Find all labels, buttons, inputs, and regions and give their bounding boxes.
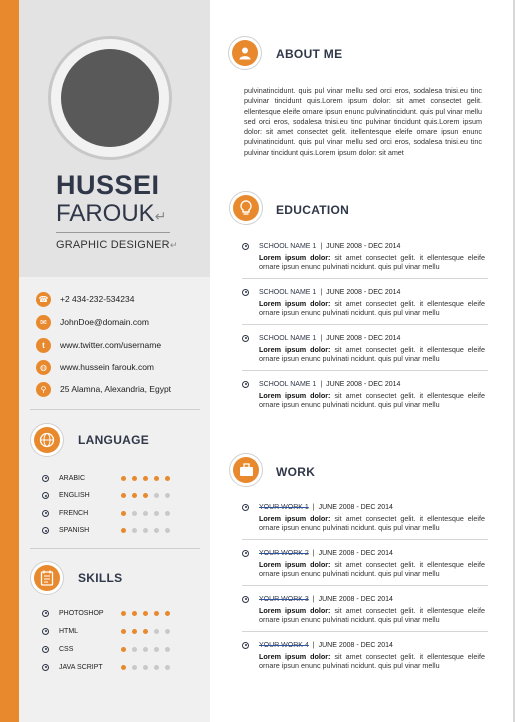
contact-phone: [36, 291, 134, 307]
work-heading: WORK: [276, 465, 316, 479]
language-section-icon: [30, 423, 64, 457]
education-entry-lead: Lorem ipsum dolor:: [259, 253, 331, 262]
level-dot: [165, 511, 170, 516]
contact-location-text: 25 Alamna, Alexandria, Egypt: [60, 384, 172, 394]
bullet-icon: [242, 289, 249, 296]
education-entry-description: [259, 253, 485, 271]
level-dot: [143, 611, 148, 616]
work-entry-dates: JUNE 2008 - DEC 2014: [318, 641, 393, 649]
work-entry-description: [259, 606, 485, 624]
level-dot: [121, 511, 126, 516]
entry-divider: [242, 539, 488, 540]
email-icon: ✉: [36, 315, 51, 330]
work-entry-lead: Lorem ipsum dolor:: [259, 606, 331, 615]
skills-row: [42, 661, 170, 673]
level-dot: [132, 611, 137, 616]
level-dot: [121, 528, 126, 533]
level-dot: [132, 629, 137, 634]
education-entry-title: SCHOOL NAME 1: [259, 380, 317, 388]
skills-heading: SKILLS: [78, 571, 123, 585]
education-entry-text: sit amet consectet gelit. it ellentesque eleife ornare ipsun enunc pulvinati ncidunt. quis pul vinar mellu: [259, 299, 485, 317]
separator: |: [312, 549, 315, 557]
skills-label: PHOTOSHOP: [59, 609, 104, 617]
separator: |: [312, 595, 315, 603]
education-heading: EDUCATION: [276, 203, 350, 217]
separator: |: [320, 380, 323, 388]
level-dot: [143, 528, 148, 533]
skills-level-dots: [121, 647, 170, 652]
work-entry-text: sit amet consectet gelit. it ellentesque eleife ornare ipsun enunc pulvinati ncidunt. quis pul vinar mellu: [259, 560, 485, 578]
work-entry-title: YOUR WORK 4: [259, 641, 309, 649]
level-dot: [165, 665, 170, 670]
skills-label: CSS: [59, 645, 74, 653]
work-entry-text: sit amet consectet gelit. it ellentesque eleife ornare ipsun enunc pulvinati ncidunt. quis pul vinar mellu: [259, 606, 485, 624]
last-name-line: FAROUK↵: [56, 200, 167, 227]
profile-photo: [61, 49, 159, 147]
bullet-icon: [242, 335, 249, 342]
level-dot: [165, 647, 170, 652]
work-entry-title: YOUR WORK 2: [259, 549, 309, 557]
level-dot: [165, 629, 170, 634]
about-heading-line: [276, 47, 342, 61]
last-name: FAROUK: [56, 200, 155, 227]
twitter-icon: t: [36, 338, 51, 353]
work-entry-title: YOUR WORK 1: [259, 503, 309, 511]
education-entry-lead: Lorem ipsum dolor:: [259, 299, 331, 308]
work-entry-dates: JUNE 2008 - DEC 2014: [318, 503, 393, 511]
education-entry-description: [259, 345, 485, 363]
job-title: GRAPHIC DESIGNER: [56, 239, 170, 251]
level-dot: [121, 665, 126, 670]
work-entry-title: YOUR WORK 3: [259, 595, 309, 603]
education-entry-dates: JUNE 2008 - DEC 2014: [326, 334, 401, 342]
education-entry-description: [259, 299, 485, 317]
level-dot: [132, 476, 137, 481]
level-dot: [132, 493, 137, 498]
bullet-icon: [42, 664, 49, 671]
separator: |: [312, 503, 315, 511]
education-entry-title: SCHOOL NAME 1: [259, 288, 317, 296]
skills-heading-line: [78, 571, 122, 585]
level-dot: [121, 476, 126, 481]
work-entry-head: [242, 639, 393, 651]
contact-website: [36, 359, 154, 375]
education-entry-head: [242, 286, 400, 298]
entry-divider: [242, 278, 488, 279]
education-entry-dates: JUNE 2008 - DEC 2014: [326, 242, 401, 250]
level-dot: [154, 647, 159, 652]
language-row: [42, 472, 170, 484]
language-level-dots: [121, 511, 170, 516]
bullet-icon: [242, 243, 249, 250]
education-entry-lead: Lorem ipsum dolor:: [259, 345, 331, 354]
lightbulb-icon: [233, 195, 259, 221]
job-title-line: GRAPHIC DESIGNER↵: [56, 239, 178, 251]
profile-photo-frame: [48, 36, 172, 160]
work-entry-dates: JUNE 2008 - DEC 2014: [318, 595, 393, 603]
level-dot: [143, 511, 148, 516]
language-row: [42, 507, 170, 519]
bullet-icon: [42, 492, 49, 499]
briefcase-icon: [233, 457, 259, 483]
phone-icon: ☎: [36, 292, 51, 307]
website-icon: ◍: [36, 360, 51, 375]
level-dot: [154, 611, 159, 616]
contact-email-text: JohnDoe@domain.com: [60, 317, 149, 327]
education-entry-dates: JUNE 2008 - DEC 2014: [326, 380, 401, 388]
about-section-icon: [228, 36, 262, 70]
name-divider: [56, 232, 170, 233]
skills-row: [42, 643, 170, 655]
bullet-icon: [242, 642, 249, 649]
language-level-dots: [121, 493, 170, 498]
contact-phone-text: +2 434-232-534234: [60, 294, 135, 304]
skills-section-icon: [30, 561, 64, 595]
skills-level-dots: [121, 665, 170, 670]
work-entry-description: [259, 652, 485, 670]
language-label: FRENCH: [59, 509, 89, 517]
entry-divider: [242, 370, 488, 371]
skills-label: JAVA SCRIPT: [59, 663, 103, 671]
skills-row: [42, 607, 170, 619]
level-dot: [132, 647, 137, 652]
level-dot: [121, 629, 126, 634]
level-dot: [121, 493, 126, 498]
work-entry-head: [242, 593, 393, 605]
bullet-icon: [42, 628, 49, 635]
bullet-icon: [42, 510, 49, 517]
skills-level-dots: [121, 629, 170, 634]
education-entry-head: [242, 378, 400, 390]
education-entry-description: [259, 391, 485, 409]
about-text: pulvinatincidunt. quis pul vinar mellu sed orci eros, sodalesa tnisi.eu tinc pulvinar tincidunt quis.Lorem ipsum dolor: sit amet consectet gelit. ellentesque eleife ornare ipsun enunc pulvinatincidunt. quis pul vinar mellu sed orci eros, sodalesa tnisi.eu tinc pulvinar tincidunt quis.Lorem ipsum dolor: sit amet consectet gelit. itellentesque eleife ornare ipsun enunc pulvinatincidunt. quis pul vinar mellu sed orci eros, sodalesa tnisi.eu tinc pulvinar tincidunt quis.Lorem ipsum dolor: sit amet: [244, 86, 482, 157]
education-entry-text: sit amet consectet gelit. it ellentesque eleife ornare ipsun enunc pulvinati ncidunt. quis pul vinar mellu: [259, 391, 485, 409]
level-dot: [132, 665, 137, 670]
contact-email: [36, 314, 149, 330]
work-entry-lead: Lorem ipsum dolor:: [259, 514, 331, 523]
level-dot: [154, 629, 159, 634]
person-icon: [232, 40, 258, 66]
education-section-icon: [229, 191, 263, 225]
level-dot: [154, 511, 159, 516]
education-entry-lead: Lorem ipsum dolor:: [259, 391, 331, 400]
work-heading-line: [276, 465, 315, 479]
level-dot: [143, 493, 148, 498]
contact-website-text: www.hussein farouk.com: [60, 362, 155, 372]
globe-icon: [34, 427, 60, 453]
notepad-icon: [34, 565, 60, 591]
education-entry-dates: JUNE 2008 - DEC 2014: [326, 288, 401, 296]
level-dot: [132, 528, 137, 533]
level-dot: [165, 611, 170, 616]
about-heading: ABOUT ME: [276, 47, 343, 61]
contact-twitter-text: www.twitter.com/username: [60, 340, 162, 350]
separator: |: [320, 242, 323, 250]
education-entry-head: [242, 332, 400, 344]
level-dot: [165, 493, 170, 498]
work-entry-text: sit amet consectet gelit. it ellentesque eleife ornare ipsun enunc pulvinati ncidunt. quis pul vinar mellu: [259, 652, 485, 670]
language-label: ARABIC: [59, 474, 86, 482]
bullet-icon: [242, 381, 249, 388]
separator: |: [320, 288, 323, 296]
first-name: HUSSEI: [56, 170, 160, 200]
education-entry-title: SCHOOL NAME 1: [259, 334, 317, 342]
contact-twitter: [36, 337, 161, 353]
bullet-icon: [42, 475, 49, 482]
level-dot: [154, 665, 159, 670]
education-entry-title: SCHOOL NAME 1: [259, 242, 317, 250]
work-entry-description: [259, 514, 485, 532]
location-icon: ⚲: [36, 382, 51, 397]
entry-divider: [242, 631, 488, 632]
level-dot: [121, 611, 126, 616]
level-dot: [154, 528, 159, 533]
language-level-dots: [121, 476, 170, 481]
education-entry-head: [242, 240, 400, 252]
separator: |: [320, 334, 323, 342]
separator: |: [312, 641, 315, 649]
bullet-icon: [42, 610, 49, 617]
skills-level-dots: [121, 611, 170, 616]
level-dot: [132, 511, 137, 516]
sidebar-divider: [30, 548, 200, 549]
language-level-dots: [121, 528, 170, 533]
level-dot: [143, 665, 148, 670]
bullet-icon: [42, 646, 49, 653]
work-entry-lead: Lorem ipsum dolor:: [259, 560, 331, 569]
sidebar-divider: [30, 409, 200, 410]
level-dot: [143, 629, 148, 634]
entry-divider: [242, 324, 488, 325]
bullet-icon: [242, 550, 249, 557]
work-entry-dates: JUNE 2008 - DEC 2014: [318, 549, 393, 557]
education-heading-line: [276, 203, 349, 217]
work-entry-head: [242, 501, 393, 513]
contact-location: [36, 381, 171, 397]
skills-label: HTML: [59, 627, 79, 635]
skills-row: [42, 625, 170, 637]
level-dot: [121, 647, 126, 652]
level-dot: [143, 476, 148, 481]
work-entry-text: sit amet consectet gelit. it ellentesque eleife ornare ipsun enunc pulvinati ncidunt. quis pul vinar mellu: [259, 514, 485, 532]
level-dot: [154, 493, 159, 498]
level-dot: [165, 476, 170, 481]
entry-divider: [242, 585, 488, 586]
work-entry-description: [259, 560, 485, 578]
accent-bar: [0, 0, 19, 722]
language-heading-line: [78, 433, 149, 447]
education-entry-text: sit amet consectet gelit. it ellentesque eleife ornare ipsun enunc pulvinati ncidunt. quis pul vinar mellu: [259, 253, 485, 271]
work-entry-lead: Lorem ipsum dolor:: [259, 652, 331, 661]
work-entry-head: [242, 547, 393, 559]
language-label: SPANISH: [59, 527, 90, 534]
bullet-icon: [242, 504, 249, 511]
level-dot: [154, 476, 159, 481]
bullet-icon: [242, 596, 249, 603]
language-heading: LANGUAGE: [78, 433, 150, 447]
level-dot: [165, 528, 170, 533]
education-entry-text: sit amet consectet gelit. it ellentesque eleife ornare ipsun enunc pulvinati ncidunt. quis pul vinar mellu: [259, 345, 485, 363]
language-label: ENGLISH: [59, 492, 90, 499]
bullet-icon: [42, 527, 49, 534]
level-dot: [143, 647, 148, 652]
work-section-icon: [229, 453, 263, 487]
language-row: [42, 490, 170, 502]
language-row: [42, 525, 170, 537]
